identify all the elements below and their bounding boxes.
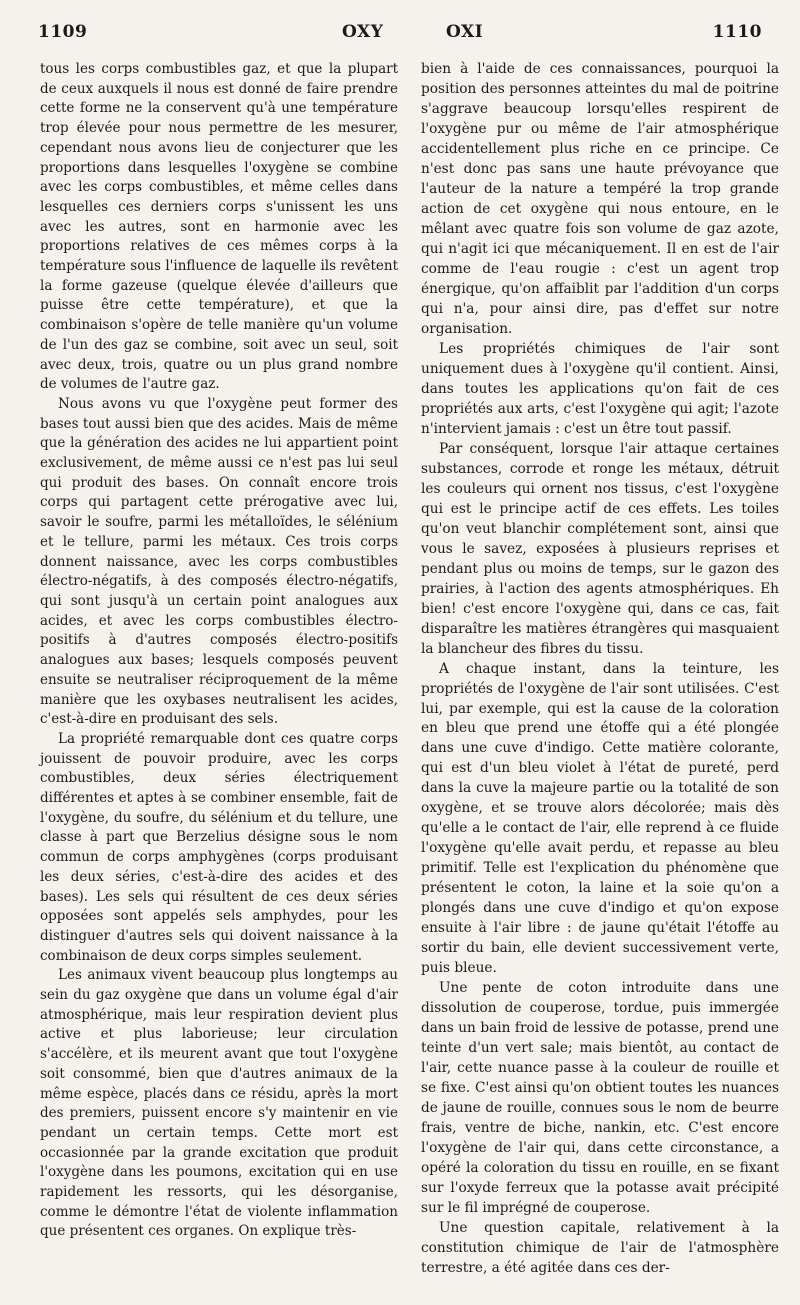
right-running-title: OXI	[446, 22, 484, 42]
paragraph: A chaque instant, dans la teinture, les propriétés de l'oxygène de l'air sont utilisées. C'est lui, par exemple, qui est la cause de la coloration en bleu que prend une étoffe qui a été plongée dans une cuve d'indigo. Cette matière colorante, qui est d'un bleu violet à l'état de pureté, perd dans la cuve la majeure partie ou la totalité de son oxygène, et se trouve alors décolorée; mais dès qu'elle a le contact de l'air, elle reprend à ce fluide l'oxygène qu'elle avait perdu, et repasse au bleu primitif. Telle est l'explication du phénomène que présentent le coton, la laine et la soie qu'on a plongés dans une cuve d'indigo et qu'on expose ensuite à l'air libre : de jaune qu'était l'étoffe au sortir du bain, elle devient successivement verte, puis bleue.	[421, 660, 779, 977]
paragraph: Les propriétés chimiques de l'air sont uniquement dues à l'oxygène qu'il contient. Ainsi, dans toutes les applications qu'on fait de ces propriétés aux arts, c'est l'oxygène qui agit; l'azote n'intervient jamais : c'est un être tout passif.	[421, 340, 779, 437]
paragraph: bien à l'aide de ces connaissances, pourquoi la position des personnes atteintes du mal de poitrine s'aggrave beaucoup lorsqu'elles respirent de l'oxygène pur ou même de l'air atmosphérique accidentellement plus riche en ce principe. Ce n'est donc pas sans une haute prévoyance que l'auteur de la nature a tempéré la trop grande action de cet oxygène qui nous entoure, en le mêlant avec quatre fois son volume de gaz azote, qui n'agit ici que mécaniquement. Il en est de l'air comme de l'eau rougie : c'est un agent trop énergique, qu'on affaiblit par l'addition d'un corps qui n'a, pour ainsi dire, pas d'effet sur notre organisation.	[421, 61, 779, 337]
right-column	[421, 60, 779, 1279]
paragraph: Une question capitale, relativement à la constitution chimique de l'air de l'atmosphère terrestre, a été agitée dans ces der-	[421, 1220, 779, 1277]
running-header	[38, 14, 762, 54]
left-column	[40, 60, 398, 1242]
paragraph: Par conséquent, lorsque l'air attaque certaines substances, corrode et ronge les métaux, détruit les couleurs qui ornent nos tissus, c'est l'oxygène qui est le principe actif de ces effets. Les toiles qu'on veut blanchir complétement sont, ainsi que vous le savez, exposées à plusieurs reprises et pendant plus ou moins de temps, sur le gazon des prairies, à l'action des agents atmosphériques. Eh bien! c'est encore l'oxygène qui, dans ce cas, fait disparaître les matières étrangères qui masquaient la blancheur des fibres du tissu.	[421, 440, 779, 657]
paragraph: La propriété remarquable dont ces quatre corps jouissent de pouvoir produire, avec les corps combustibles, deux séries électriquement différentes et aptes à se combiner ensemble, fait de l'oxygène, du soufre, du sélénium et du tellure, une classe à part que Berzelius désigne sous le nom commun de corps amphygènes (corps produisant les deux séries, c'est-à-dire des acides et des bases). Les sels qui résultent de ces deux séries opposées sont appelés sels amphydes, pour les distinguer d'autres sels qui doivent naissance à la combinaison de deux corps simples seulement.	[40, 730, 398, 964]
paragraph: Nous avons vu que l'oxygène peut former des bases tout aussi bien que des acides. Mais de même que la génération des acides ne lui appartient point exclusivement, de même aussi ce n'est pas lui seul qui produit des bases. On connaît encore trois corps qui partagent cette prérogative avec lui, savoir le soufre, parmi les métalloïdes, le sélénium et le tellure, parmi les métaux. Ces trois corps donnent naissance, avec les corps combustibles électro-négatifs, à des composés électro-négatifs, qui sont jusqu'à un certain point analogues aux acides, et avec les corps combustibles électro-positifs à d'autres composés électro-positifs analogues aux bases; lesquels composés peuvent ensuite se neutraliser réciproquement de la même manière que les oxybases neutralisent les acides, c'est-à-dire en produisant des sels.	[40, 395, 398, 728]
left-page-number: 1109	[38, 22, 88, 42]
paragraph: tous les corps combustibles gaz, et que la plupart de ceux auxquels il nous est donné de faire prendre cette forme ne la conservent qu'à une température trop élevée pour nous permettre de les mesurer, cependant nous avons lieu de conjecturer que les proportions dans lesquelles l'oxygène se combine avec les corps combustibles, et même celles dans lesquelles ces derniers corps s'unissent les uns avec les autres, sont en harmonie avec les proportions relatives de ces mêmes corps à la température sous l'influence de laquelle ils revêtent la forme gazeuse (quelque élevée d'ailleurs que puisse être cette température), et que la combinaison s'opère de telle manière qu'un volume de l'un des gaz se combine, soit avec un seul, soit avec deux, trois, quatre ou un plus grand nombre de volumes de l'autre gaz.	[40, 61, 398, 393]
paragraph: Les animaux vivent beaucoup plus longtemps au sein du gaz oxygène que dans un volume égal d'air atmosphérique, mais leur respiration devient plus active et plus laborieuse; leur circulation s'accélère, et ils meurent avant que tout l'oxygène soit consommé, bien que d'autres animaux de la même espèce, placés dans ce résidu, après la mort des premiers, puissent encore s'y maintenir en vie pendant un certain temps. Cette mort est occasionnée par la grande excitation que produit l'oxygène dans les poumons, excitation qui en use rapidement les ressorts, qui les désorganise, comme le démontre l'état de violente inflammation que présentent ces organes. On explique très-	[40, 967, 398, 1240]
left-running-title: OXY	[342, 22, 384, 42]
paragraph: Une pente de coton introduite dans une dissolution de couperose, tordue, puis immergée dans un bain froid de lessive de potasse, prend une teinte d'un vert sale; mais bientôt, au contact de l'air, cette nuance passe à la couleur de rouille et se fixe. C'est ainsi qu'on obtient toutes les nuances de jaune de rouille, connues sous le nom de beurre frais, ventre de biche, nankin, etc. C'est encore l'oxygène de l'air qui, dans cette circonstance, a opéré la coloration du tissu en rouille, en se fixant sur l'oxyde ferreux que la potasse avait précipité sur le fil imprégné de couperose.	[421, 980, 779, 1217]
right-page-number: 1110	[712, 22, 762, 42]
